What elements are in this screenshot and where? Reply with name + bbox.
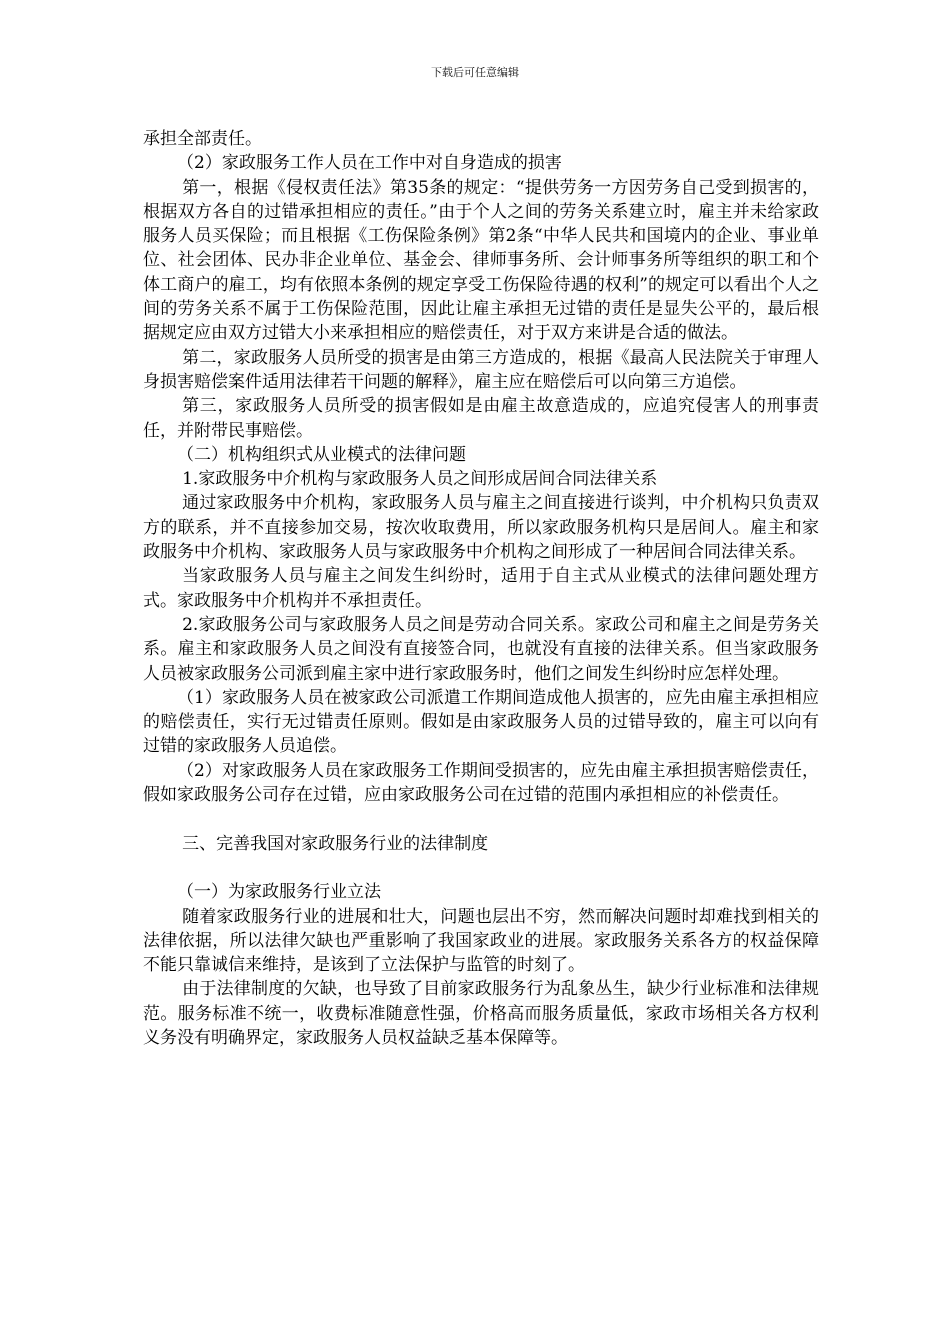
section-heading-legislation: （一）为家政服务行业立法 — [177, 882, 381, 903]
paragraph: （1）家政服务人员在被家政公司派遣工作期间造成他人损害的，应先由雇主承担相应的赔偿责任，实行无过错责任原则。假如是由家政服务人员的过错导致的，雇主可以向有过错的家政服务人员追偿。 — [143, 687, 819, 757]
paragraph-continuation: 承担全部责任。 — [143, 129, 262, 149]
subheading-intermediary: 1.家政服务中介机构与家政服务人员之间形成居间合同法律关系 — [182, 469, 658, 490]
paragraph: 当家政服务人员与雇主之间发生纠纷时，适用于自主式从业模式的法律问题处理方式。家政服务中介机构并不承担责任。 — [143, 566, 819, 611]
document-body — [143, 127, 819, 1050]
blank-line — [143, 807, 819, 831]
paragraph: 第二，家政服务人员所受的损害是由第三方造成的，根据《最高人民法院关于审理人身损害赔偿案件适用法律若干问题的解释》，雇主应在赔偿后可以向第三方追偿。 — [143, 347, 819, 392]
chapter-heading: 三、完善我国对家政服务行业的法律制度 — [182, 833, 489, 854]
paragraph: 通过家政服务中介机构，家政服务人员与雇主之间直接进行谈判，中介机构只负责双方的联系，并不直接参加交易，按次收取费用，所以家政服务机构只是居间人。雇主和家政服务中介机构、家政服务人员与家政服务中介机构之间形成了一种居间合同法律关系。 — [143, 493, 819, 563]
subheading-self-damage: （2）家政服务工作人员在工作中对自身造成的损害 — [177, 153, 562, 174]
paragraph: 由于法律制度的欠缺，也导致了目前家政服务行为乱象丛生，缺少行业标准和法律规范。服务标准不统一，收费标准随意性强，价格高而服务质量低，家政市场相关各方权利义务没有明确界定，家政服务人员权益缺乏基本保障等。 — [143, 979, 819, 1048]
page-header: 下载后可任意编辑 — [431, 66, 519, 79]
paragraph: 随着家政服务行业的进展和壮大，问题也层出不穷，然而解决问题时却难找到相关的法律依据，所以法律欠缺也严重影响了我国家政业的进展。家政服务关系各方的权益保障不能只靠诚信来维持，是该到了立法保护与监管的时刻了。 — [143, 906, 819, 976]
paragraph: 2.家政服务公司与家政服务人员之间是劳动合同关系。家政公司和雇主之间是劳务关系。雇主和家政服务人员之间没有直接签合同，也就没有直接的法律关系。但当家政服务人员被家政服务公司派到雇主家中进行家政服务时，他们之间发生纠纷时应怎样处理。 — [143, 614, 819, 684]
blank-line — [143, 856, 819, 880]
paragraph: 第一，根据《侵权责任法》第35条的规定：“提供劳务一方因劳务自己受到损害的，根据双方各自的过错承担相应的责任。”由于个人之间的劳务关系建立时，雇主并未给家政服务人员买保险；而且根据《工伤保险条例》第2条“中华人民共和国境内的企业、事业单位、社会团体、民办非企业单位、基金会、律师事务所、会计师事务所等组织的职工和个体工商户的雇工，均有依照本条例的规定享受工伤保险待遇的权利”的规定可以看出个人之间的劳务关系不属于工伤保险范围，因此让雇主承担无过错的责任是显失公平的，最后根据规定应由双方过错大小来承担相应的赔偿责任，对于双方来讲是合适的做法。 — [143, 177, 819, 344]
section-heading-institutional-model: （二）机构组织式从业模式的法律问题 — [177, 444, 466, 465]
paragraph: 第三，家政服务人员所受的损害假如是由雇主故意造成的，应追究侵害人的刑事责任，并附带民事赔偿。 — [143, 396, 819, 441]
paragraph: （2）对家政服务人员在家政服务工作期间受损害的，应先由雇主承担损害赔偿责任，假如家政服务公司存在过错，应由家政服务公司在过错的范围内承担相应的补偿责任。 — [143, 760, 819, 806]
